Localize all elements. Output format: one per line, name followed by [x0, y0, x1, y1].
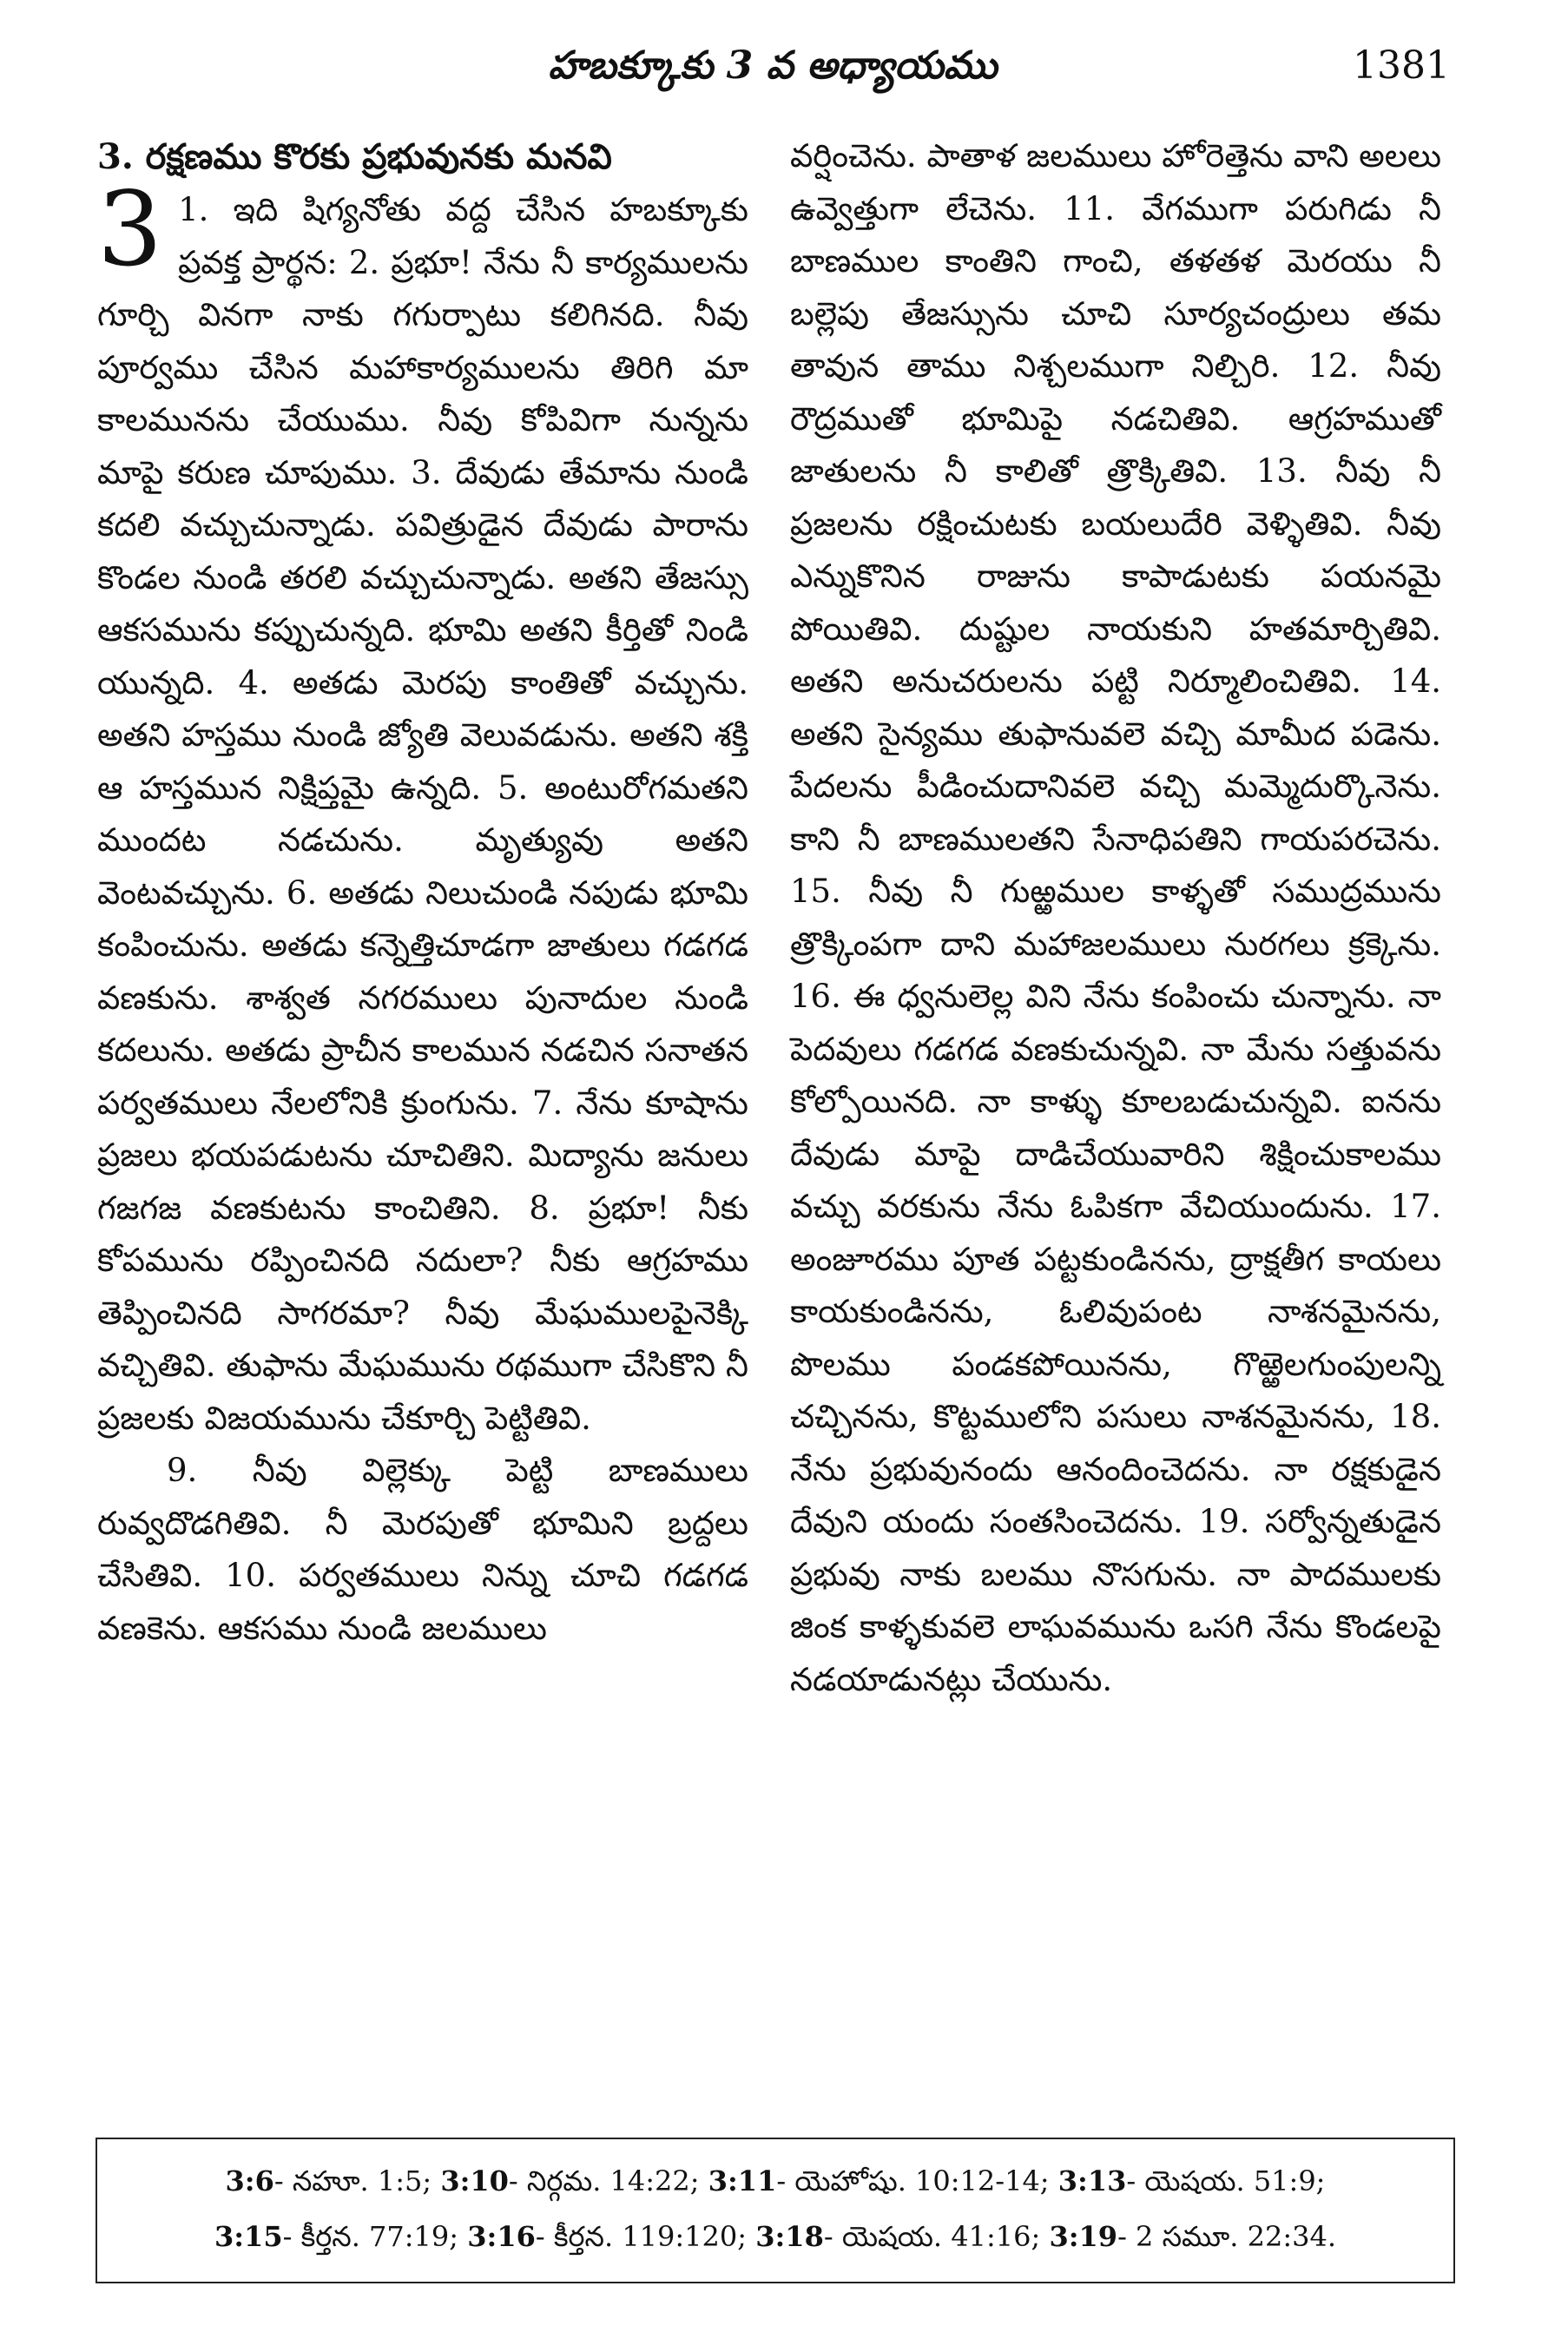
verse-paragraph: 9. నీవు విల్లెక్కు పెట్టి బాణములు రువ్వదొడగితివి. నీ మెరపుతో భూమిని బ్రద్దలు చేసితివి. 10. పర్వతములు నిన్ను చూచి గడగడ వణకెను. ఆకసము నుండి జలములు: [97, 1452, 748, 1647]
verse-text: 1. ఇది షిగ్యనోతు వద్ద చేసిన హబక్కూకు ప్రవక్త ప్రార్థన: 2. ప్రభూ! నేను నీ కార్యములను గూర్చి వినగా నాకు గగుర్పాటు కలిగినది. నీవు పూర్వము చేసిన మహాకార్యములను తిరిగి మా కాలమునను చేయుము. నీవు కోపివిగా నున్నను మాపై కరుణ చూపుము. 3. దేవుడు తేమాను నుండి కదలి వచ్చుచున్నాడు. పవిత్రుడైన దేవుడు పారాను కొండల నుండి తరలి వచ్చుచున్నాడు. అతని తేజస్సు ఆకసమును కప్పుచున్నది. భూమి అతని కీర్తితో నిండి యున్నది. 4. అతడు మెరపు కాంతితో వచ్చును. అతని హస్తము నుండి జ్యోతి వెలువడును. అతని శక్తి ఆ హస్తమున నిక్షిప్తమై ఉన్నది. 5. అంటురోగమతని ముందట నడచును. మృత్యువు అతని వెంటవచ్చును. 6. అతడు నిలుచుండి నపుడు భూమి కంపించును. అతడు కన్నెత్తిచూడగా జాతులు గడగడ వణకును. శాశ్వత నగరములు పునాదుల నుండి కదలును. అతడు ప్రాచీన కాలమున నడచిన సనాతన పర్వతములు నేలలోనికి క్రుంగును. 7. నేను కూషాను ప్రజలు భయపడుటను చూచితిని. మిద్యాను జనులు గజగజ వణకుటను కాంచితిని. 8. ప్రభూ! నీకు కోపమును రప్పించినది నదులా? నీకు ఆగ్రహము తెప్పించినది సాగరమా? నీవు మేఘములపైనెక్కి వచ్చితివి. తుఫాను మేఘమును రథముగా చేసికొని నీ ప్రజలకు విజయమును చేకూర్చి పెట్టితివి.: [97, 191, 748, 1437]
cross-reference-verse: 3:15: [214, 2220, 283, 2253]
cross-reference-verse: 3:16: [467, 2220, 536, 2253]
cross-reference-verse: 3:13: [1057, 2164, 1127, 2197]
cross-references-box: [96, 2138, 1455, 2283]
running-head: హబక్కూకు 3 వ అధ్యాయము: [548, 43, 998, 88]
cross-reference-target: - యెహోషు. 10:12-14;: [776, 2164, 1050, 2197]
cross-reference-verse: 3:18: [755, 2220, 824, 2253]
right-column: [790, 130, 1441, 1706]
page-number: 1381: [1353, 43, 1450, 88]
cross-reference-verse: 3:19: [1049, 2220, 1118, 2253]
cross-reference-verse: 3:10: [440, 2164, 509, 2197]
cross-reference-verse: 3:6: [225, 2164, 274, 2197]
cross-reference-target: - 2 సమూ. 22:34.: [1117, 2220, 1337, 2253]
cross-reference-target: - యెషయ. 41:16;: [823, 2220, 1041, 2253]
cross-reference-verse: 3:11: [708, 2164, 777, 2197]
verse-paragraph: వర్షించెను. పాతాళ జలములు హోరెత్తెను వాని అలలు ఉవ్వెత్తుగా లేచెను. 11. వేగముగా పరుగిడు నీ బాణముల కాంతిని గాంచి, తళతళ మెరయు నీ బల్లెపు తేజస్సును చూచి సూర్యచంద్రులు తమ తావున తాము నిశ్చలముగా నిల్చిరి. 12. నీవు రౌద్రముతో భూమిపై నడచితివి. ఆగ్రహముతో జాతులను నీ కాలితో త్రొక్కితివి. 13. నీవు నీ ప్రజలను రక్షించుటకు బయలుదేరి వెళ్ళితివి. నీవు ఎన్నుకొనిన రాజును కాపాడుటకు పయనమై పోయితివి. దుష్టుల నాయకుని హతమార్చితివి. అతని అనుచరులను పట్టి నిర్మూలించితివి. 14. అతని సైన్యము తుఫానువలె వచ్చి మామీద పడెను. పేదలను పీడించుదానివలె వచ్చి మమ్మెదుర్కొనెను. కాని నీ బాణములతని సేనాధిపతిని గాయపరచెను. 15. నీవు నీ గుఱ్ఱముల కాళ్ళతో సముద్రమును త్రొక్కింపగా దాని మహాజలములు నురగలు క్రక్కెను. 16. ఈ ధ్వనులెల్ల విని నేను కంపించు చున్నాను. నా పెదవులు గడగడ వణకుచున్నవి. నా మేను సత్తువను కోల్పోయినది. నా కాళ్ళు కూలబడుచున్నవి. ఐనను దేవుడు మాపై దాడిచేయువారిని శిక్షించుకాలము వచ్చు వరకును నేను ఓపికగా వేచియుందును. 17. అంజూరము పూత పట్టకుండినను, ద్రాక్షతీగ కాయలు కాయకుండినను, ఓలివుపంట నాశనమైనను, పొలము పండకపోయినను, గొఱ్ఱెలగుంపులన్ని చచ్చినను, కొట్టములోని పసులు నాశనమైనను, 18. నేను ప్రభువునందు ఆనందించెదను. నా రక్షకుడైన దేవుని యందు సంతసించెదను. 19. సర్వోన్నతుడైన ప్రభువు నాకు బలము నొసగును. నా పాదములకు జింక కాళ్ళకువలె లాఘవమును ఒసగి నేను కొండలపై నడయాడునట్లు చేయును.: [790, 137, 1441, 1698]
cross-reference-line: [122, 2153, 1429, 2209]
page-header: [96, 43, 1450, 104]
cross-reference-line: [122, 2209, 1429, 2264]
cross-reference-target: - యెషయ. 51:9;: [1126, 2164, 1326, 2197]
cross-reference-target: - కీర్తన. 119:120;: [535, 2220, 748, 2253]
cross-reference-target: - నహూ. 1:5;: [273, 2164, 432, 2197]
chapter-number: 3: [97, 169, 163, 289]
chapter-opening-paragraph: [97, 169, 748, 1445]
left-column: [97, 130, 748, 1655]
cross-reference-target: - నిర్గమ. 14:22;: [508, 2164, 700, 2197]
section-heading: 3. రక్షణము కొరకు ప్రభువునకు మనవి: [97, 136, 612, 177]
cross-reference-target: - కీర్తన. 77:19;: [282, 2220, 459, 2253]
